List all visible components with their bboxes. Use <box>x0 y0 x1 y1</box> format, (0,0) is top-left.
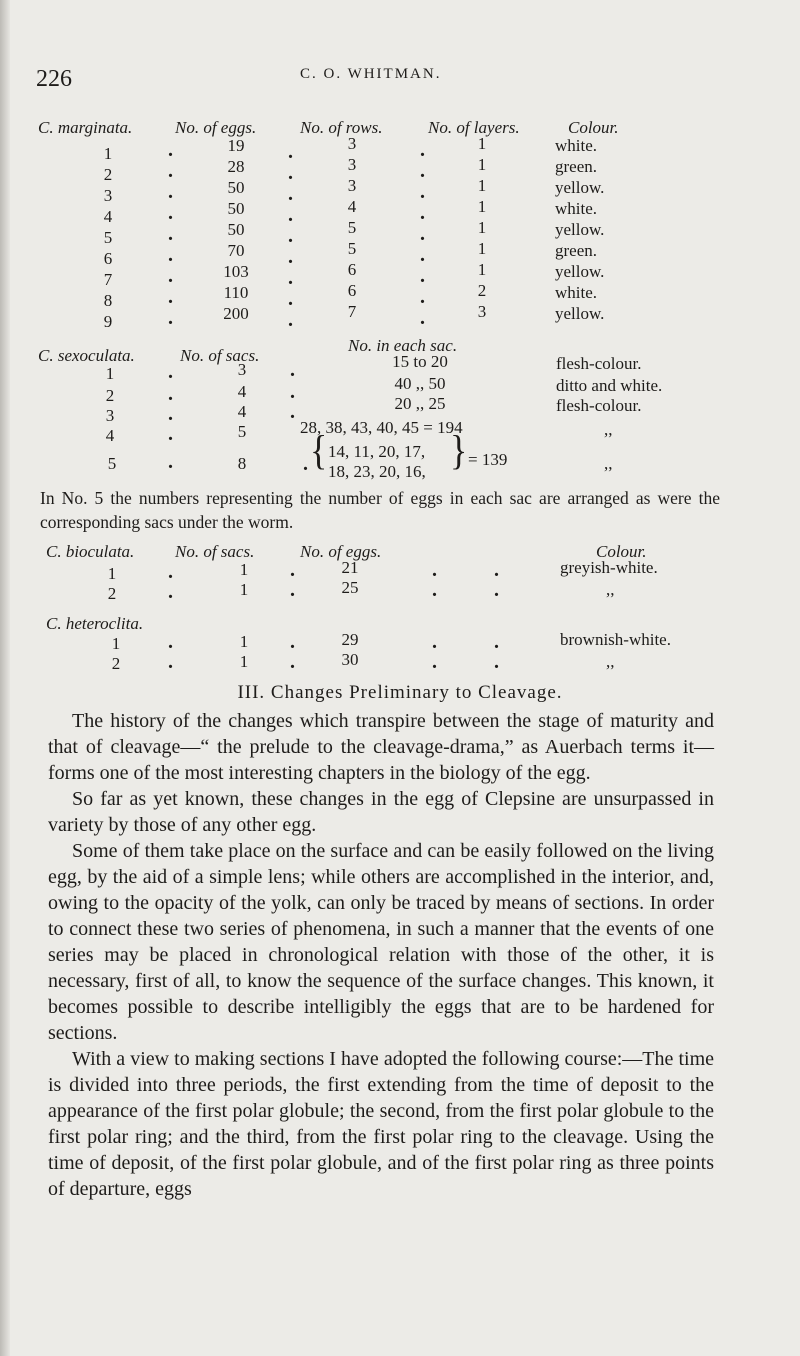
cell-each-sac: 20 ,, 25 <box>394 394 446 413</box>
leader-dot: . <box>420 202 425 224</box>
cell-sacs: 1 <box>239 560 249 579</box>
cell-number: 5 <box>107 454 117 473</box>
leader-dot: . <box>290 381 295 403</box>
cell-rows: 3 <box>347 134 357 153</box>
cell-each-sac: 15 to 20 <box>392 352 448 371</box>
cell-colour: flesh-colour. <box>556 396 642 415</box>
cell-colour: white. <box>555 199 598 218</box>
cell-sacs: 4 <box>237 382 247 401</box>
body-text <box>48 708 714 1202</box>
cell-number: 9 <box>103 312 113 331</box>
cell-rows: 5 <box>347 218 357 237</box>
cell-each-sac: 40 ,, 50 <box>394 374 446 393</box>
leader-dot: . <box>288 309 293 331</box>
leader-dot: . <box>290 359 295 381</box>
leader-dot: . <box>168 223 173 245</box>
cell-layers: 1 <box>477 218 487 237</box>
leader-dot: . <box>494 631 499 653</box>
cell-eggs: 25 <box>341 578 359 597</box>
col-header-sacs: No. of sacs. <box>180 346 260 365</box>
cell-layers: 3 <box>477 302 487 321</box>
leader-dot: . <box>168 160 173 182</box>
cell-colour: yellow. <box>555 262 605 281</box>
cell-eggs: 21 <box>341 558 359 577</box>
leader-dot: . <box>168 651 173 673</box>
cell-rows: 3 <box>347 155 357 174</box>
table-note: In No. 5 the numbers representing the number of eggs in each sac are arranged as were the corresponding sacs under the worm. <box>40 488 720 532</box>
cell-layers: 1 <box>477 155 487 174</box>
leader-dot: . <box>168 423 173 445</box>
col-header-each-sac: No. in each sac. <box>348 336 458 355</box>
cell-layers: 1 <box>477 260 487 279</box>
cell-colour: green. <box>555 157 598 176</box>
left-brace: { <box>310 427 328 473</box>
page-gutter-shadow <box>0 0 10 1356</box>
cell-number: 4 <box>103 207 113 226</box>
cell-colour: yellow. <box>555 178 605 197</box>
page-number: 226 <box>36 66 72 92</box>
col-header-eggs: No. of eggs. <box>300 542 382 561</box>
cell-number: 5 <box>103 228 113 247</box>
col-header-colour: Colour. <box>596 542 647 561</box>
cell-rows: 6 <box>347 260 357 279</box>
cell-colour: ditto and white. <box>556 376 663 395</box>
cell-eggs: 110 <box>223 283 249 302</box>
cell-colour: greyish-white. <box>560 558 658 577</box>
leader-dot: . <box>290 579 295 601</box>
leader-dot: . <box>290 559 295 581</box>
leader-dot: . <box>432 651 437 673</box>
leader-dot: . <box>303 453 308 475</box>
cell-eggs: 28 <box>227 157 245 176</box>
leader-dot: . <box>288 225 293 247</box>
leader-dot: . <box>168 181 173 203</box>
leader-dot: . <box>420 160 425 182</box>
cell-layers: 1 <box>477 239 487 258</box>
leader-dot: . <box>432 631 437 653</box>
col-header-species: C. marginata. <box>38 118 133 137</box>
cell-number: 2 <box>103 165 113 184</box>
cell-colour: flesh-colour. <box>556 354 642 373</box>
cell-number: 2 <box>111 654 121 673</box>
cell-number: 7 <box>103 270 113 289</box>
leader-dot: . <box>168 307 173 329</box>
cell-colour: green. <box>555 241 598 260</box>
leader-dot: . <box>420 181 425 203</box>
leader-dot: . <box>168 451 173 473</box>
paragraph: The history of the changes which transpire between the stage of maturity and that of cleavage—“ the prelude to the cleavage-drama,” as Auerbach terms it—forms one of the most interesting chapters in the biology of the egg. <box>48 710 714 784</box>
cell-number: 4 <box>105 426 115 445</box>
col-header-layers: No. of layers. <box>428 118 520 137</box>
cell-number: 2 <box>105 386 115 405</box>
leader-dot: . <box>288 288 293 310</box>
leader-dot: . <box>288 246 293 268</box>
leader-dot: . <box>288 141 293 163</box>
leader-dot: . <box>168 383 173 405</box>
leader-dot: . <box>420 307 425 329</box>
cell-number: 3 <box>103 186 113 205</box>
col-header-rows: No. of rows. <box>300 118 383 137</box>
cell-eggs: 50 <box>227 178 245 197</box>
leader-dot: . <box>168 244 173 266</box>
leader-dot: . <box>168 202 173 224</box>
cell-rows: 4 <box>347 197 357 216</box>
col-header-species: C. bioculata. <box>46 542 135 561</box>
leader-dot: . <box>288 204 293 226</box>
running-head-author: C. O. WHITMAN. <box>300 66 442 82</box>
cell-sacs: 4 <box>237 402 247 421</box>
cell-colour: ,, <box>604 454 613 473</box>
leader-dot: . <box>168 403 173 425</box>
cell-eggs: 19 <box>227 136 245 155</box>
cell-eggs: 200 <box>223 304 249 323</box>
leader-dot: . <box>420 223 425 245</box>
leader-dot: . <box>420 139 425 161</box>
col-header-colour: Colour. <box>568 118 619 137</box>
cell-eggs: 50 <box>227 220 245 239</box>
cell-number: 1 <box>103 144 113 163</box>
cell-rows: 5 <box>347 239 357 258</box>
cell-number: 3 <box>105 406 115 425</box>
cell-colour: yellow. <box>555 220 605 239</box>
leader-dot: . <box>432 579 437 601</box>
species-title: C. heteroclita. <box>46 614 144 633</box>
cell-number: 1 <box>105 364 115 383</box>
leader-dot: . <box>290 651 295 673</box>
leader-dot: . <box>168 631 173 653</box>
cell-layers: 1 <box>477 134 487 153</box>
leader-dot: . <box>288 162 293 184</box>
leader-dot: . <box>168 286 173 308</box>
leader-dot: . <box>420 286 425 308</box>
leader-dot: . <box>290 401 295 423</box>
cell-rows: 3 <box>347 176 357 195</box>
cell-sacs: 3 <box>237 360 247 379</box>
cell-rows: 7 <box>347 302 357 321</box>
cell-colour: yellow. <box>555 304 605 323</box>
cell-sac-total: = 139 <box>468 450 508 469</box>
leader-dot: . <box>168 265 173 287</box>
cell-sac-counts-line1: 14, 11, 20, 17, <box>328 442 426 461</box>
cell-layers: 1 <box>477 197 487 216</box>
cell-layers: 2 <box>477 281 487 300</box>
cell-eggs: 29 <box>341 630 359 649</box>
leader-dot: . <box>420 244 425 266</box>
cell-colour: white. <box>555 136 598 155</box>
leader-dot: . <box>288 267 293 289</box>
cell-colour: brownish-white. <box>560 630 671 649</box>
leader-dot: . <box>168 581 173 603</box>
right-brace: } <box>450 427 468 473</box>
leader-dot: . <box>168 139 173 161</box>
cell-each-sac: 28, 38, 43, 40, 45 = 194 <box>300 418 463 437</box>
cell-sac-counts-line2: 18, 23, 20, 16, <box>328 462 426 481</box>
leader-dot: . <box>494 579 499 601</box>
leader-dot: . <box>168 561 173 583</box>
cell-colour: ,, <box>604 420 613 439</box>
leader-dot: . <box>168 361 173 383</box>
cell-colour: white. <box>555 283 598 302</box>
cell-layers: 1 <box>477 176 487 195</box>
paragraph: Some of them take place on the surface and can be easily followed on the living egg, by the aid of a simple lens; while others are accomplished in the interior, and, owing to the opacity of the yolk, can only be traced by means of sections. In order to connect these two series of phenomena, in such a manner that the events of one series may be placed in chronological relation with those of the other, it is necessary, first of all, to know the sequence of the surface changes. This known, it becomes possible to describe intelligibly the eggs that are to be hardened for sections. <box>48 840 714 1044</box>
cell-colour: ,, <box>606 580 615 599</box>
cell-sacs: 1 <box>239 632 249 651</box>
cell-number: 1 <box>107 564 117 583</box>
leader-dot: . <box>494 651 499 673</box>
cell-number: 8 <box>103 291 113 310</box>
col-header-eggs: No. of eggs. <box>175 118 257 137</box>
cell-colour: ,, <box>606 652 615 671</box>
leader-dot: . <box>290 631 295 653</box>
leader-dot: . <box>288 183 293 205</box>
paragraph: So far as yet known, these changes in the egg of Clepsine are unsurpassed in variety by those of any other egg. <box>48 788 714 836</box>
cell-sacs: 8 <box>237 454 247 473</box>
leader-dot: . <box>494 559 499 581</box>
col-header-sacs: No. of sacs. <box>175 542 255 561</box>
leader-dot: . <box>432 559 437 581</box>
paragraph: With a view to making sections I have adopted the following course:—The time is divided into three periods, the first extending from the time of deposit to the appearance of the first polar globule; the second, from the first polar globule to the first polar ring; and the third, from the first polar ring to the cleavage. Using the time of deposit, of the first polar globule, and of the first polar ring as three points of departure, eggs <box>48 1048 714 1200</box>
cell-sacs: 5 <box>237 422 247 441</box>
cell-eggs: 50 <box>227 199 245 218</box>
cell-eggs: 30 <box>341 650 359 669</box>
cell-eggs: 103 <box>223 262 249 281</box>
cell-eggs: 70 <box>227 241 245 260</box>
cell-number: 1 <box>111 634 121 653</box>
cell-rows: 6 <box>347 281 357 300</box>
leader-dot: . <box>420 265 425 287</box>
cell-sacs: 1 <box>239 580 249 599</box>
cell-sacs: 1 <box>239 652 249 671</box>
cell-number: 2 <box>107 584 117 603</box>
col-header-species: C. sexoculata. <box>38 346 135 365</box>
section-heading: III. Changes Preliminary to Cleavage. <box>237 682 563 703</box>
cell-number: 6 <box>103 249 113 268</box>
